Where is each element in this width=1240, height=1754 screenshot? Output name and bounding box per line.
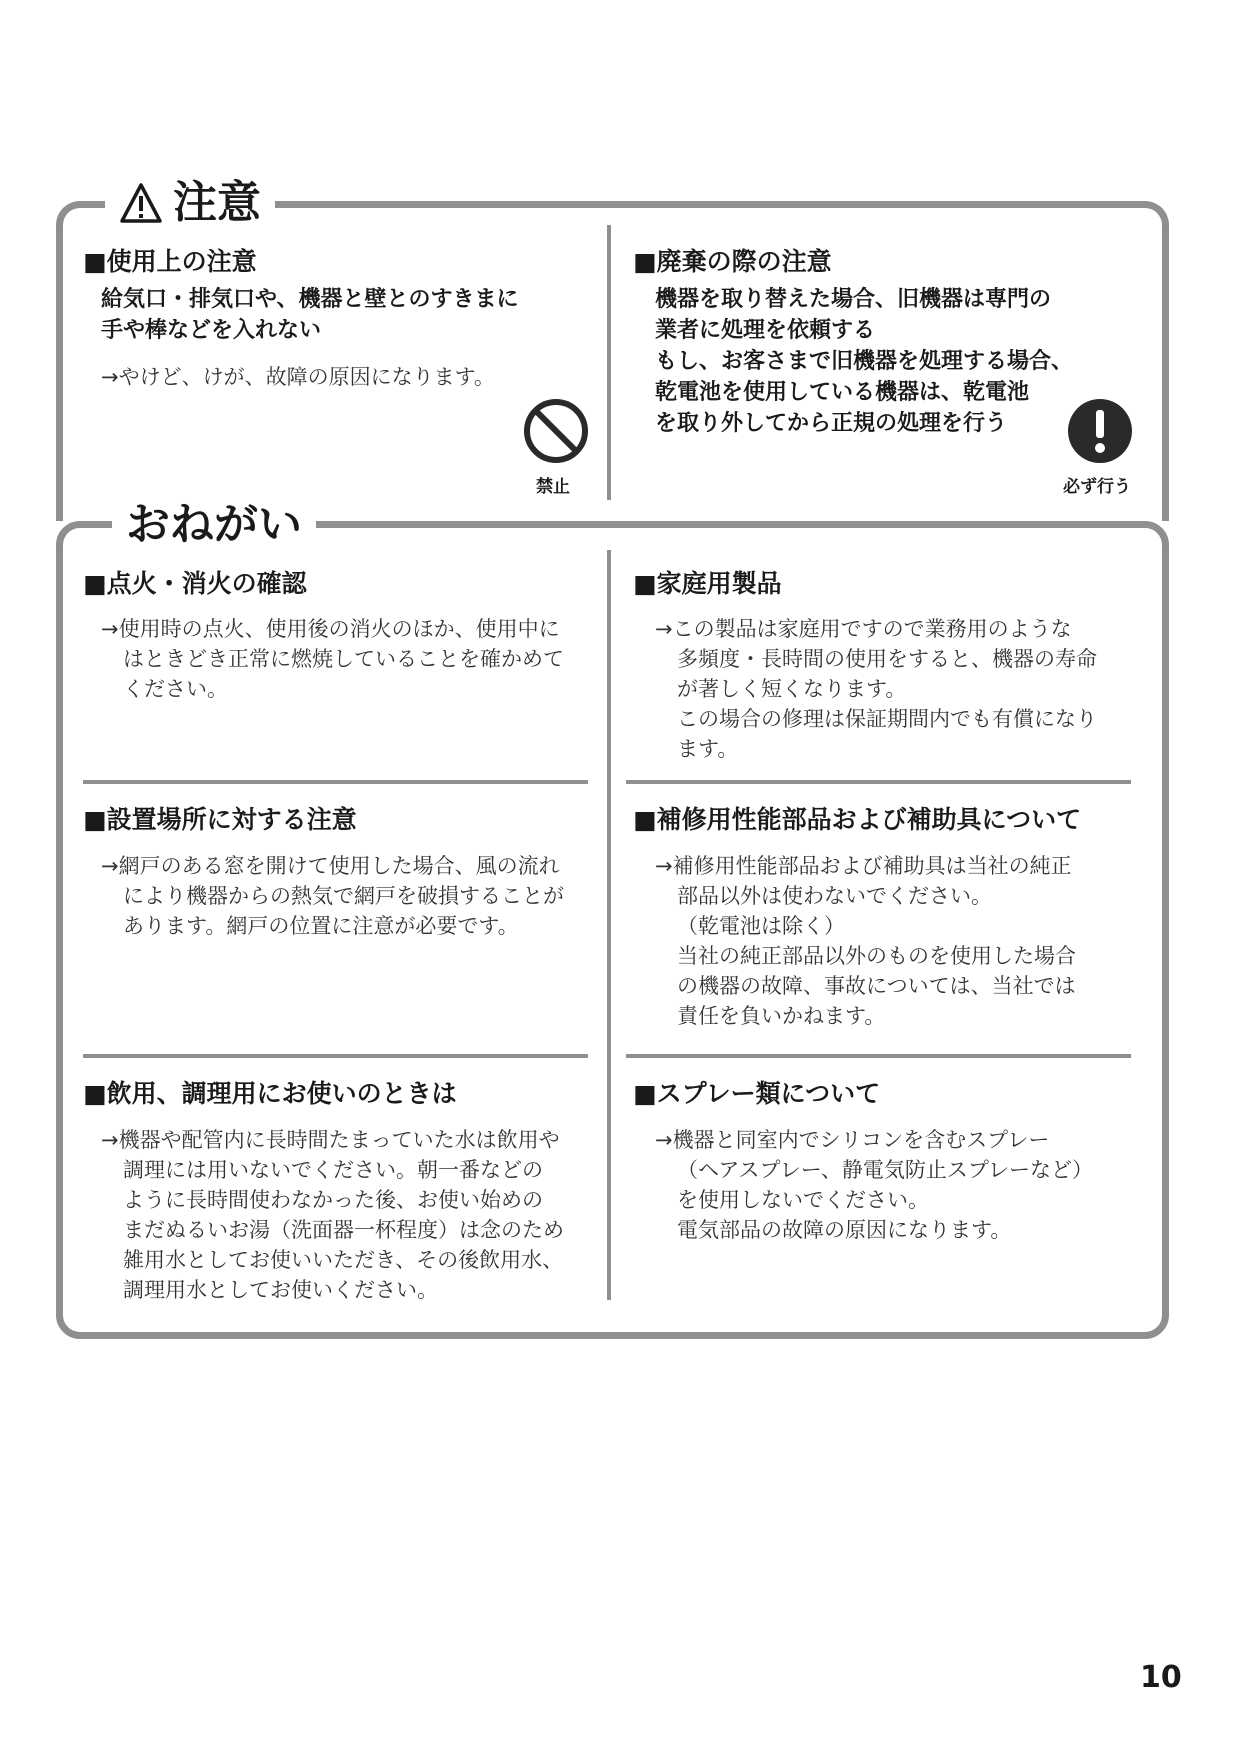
disposal-caution-title: ■廃棄の際の注意 [633,247,832,276]
onegai-title: おねがい [112,495,316,555]
usage-caution-body: 給気口・排気口や、機器と壁とのすきまに 手や棒などを入れない [101,287,519,343]
installation-location-body: →網戸のある窓を開けて使用した場合、風の流れ により機器からの熱気で網戸を破損することが あります。網戸の位置に注意が必要です。 [101,854,564,938]
household-product-title: ■家庭用製品 [633,569,782,598]
caution-title: 注意 [173,177,261,228]
drinking-cooking-body: →機器や配管内に長時間たまっていた水は飲用や 調理には用いないでください。朝一番などの ように長時間使わなかった後、お使い始めの まだぬるいお湯（洗面器一杯程度）は念のため 雑用水としてお使いいただき、その後飲用水、 調理用水としてお使いください。 [101,1128,564,1302]
row-divider-left-2 [83,1054,588,1058]
repair-parts-title: ■補修用性能部品および補助具について [633,805,1082,834]
usage-caution-title: ■使用上の注意 [83,247,257,276]
caution-divider [607,225,611,500]
repair-parts-body: →補修用性能部品および補助具は当社の純正 部品以外は使わないでください。 （乾電池は除く） 当社の純正部品以外のものを使用した場合 の機器の故障、事故については、当社では 責任を負いかねます。 [655,854,1076,1028]
page-number: 10 [1140,1660,1182,1695]
household-product-body: →この製品は家庭用ですので業務用のような 多頻度・長時間の使用をすると、機器の寿命 が著しく短くなります。 この場合の修理は保証期間内でも有償になり ます。 [655,617,1097,761]
mandatory-label: 必ず行う [1063,477,1131,497]
disposal-caution-body: 機器を取り替えた場合、旧機器は専門の 業者に処理を依頼する もし、お客さまで旧機器を処理する場合、 乾電池を使用している機器は、乾電池 を取り外してから正規の処理を行う [655,287,1074,436]
row-divider-right-1 [626,780,1131,784]
sprays-title: ■スプレー類について [633,1079,881,1108]
row-divider-left-1 [83,780,588,784]
caution-heading [105,173,275,233]
prohibition-icon [523,398,589,464]
prohibition-label: 禁止 [536,477,570,497]
sprays-body: →機器と同室内でシリコンを含むスプレー （ヘアスプレー、静電気防止スプレーなど） を使用しないでください。 電気部品の故障の原因になります。 [655,1128,1094,1242]
warning-triangle-icon [119,182,163,224]
usage-caution-note: →やけど、けが、故障の原因になります。 [101,365,495,389]
mandatory-icon [1067,398,1133,464]
installation-location-title: ■設置場所に対する注意 [83,805,357,834]
ignition-check-title: ■点火・消火の確認 [83,569,307,598]
ignition-check-body: →使用時の点火、使用後の消火のほか、使用中に はときどき正常に燃焼していることを確かめて ください。 [101,617,564,701]
drinking-cooking-title: ■飲用、調理用にお使いのときは [83,1079,457,1108]
row-divider-right-2 [626,1054,1131,1058]
